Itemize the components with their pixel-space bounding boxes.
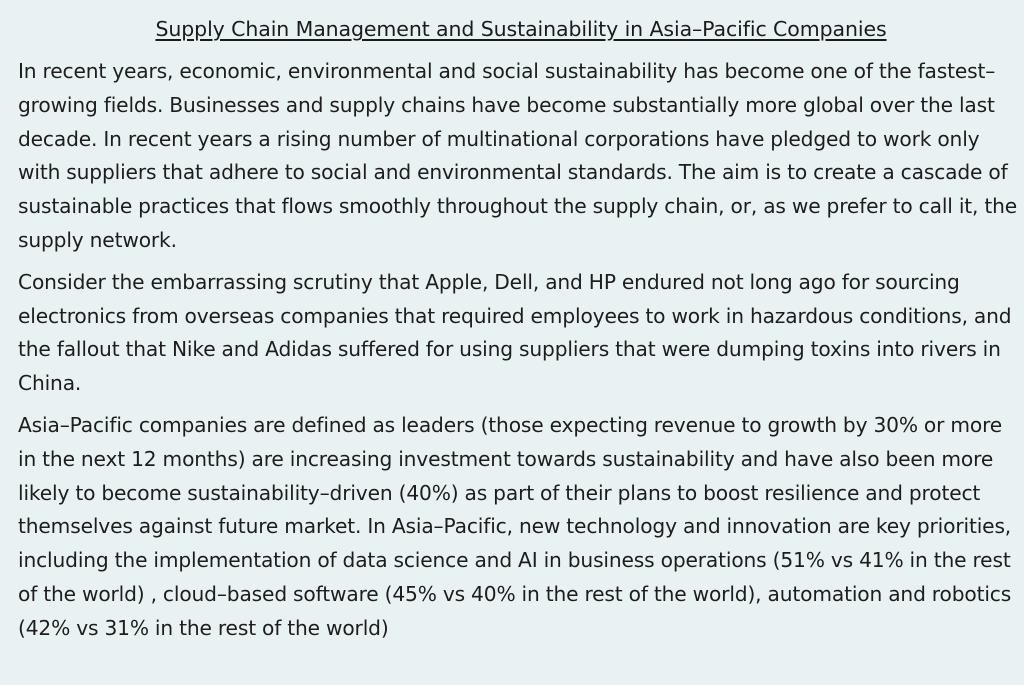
document-page — [0, 14, 1024, 685]
document-title: Supply Chain Management and Sustainability in Asia–Pacific Companies — [155, 17, 887, 41]
paragraph-sustainability-intro: In recent years, economic, environmental and social sustainability has become one of the fastest–growing fields. Businesses and supply chains have become substantially more global over the last decade. In recent years a rising number of multinational corporations have pledged to work only with suppliers that adhere to social and environmental standards. The aim is to create a cascade of sustainable practices that flows smoothly throughout the supply chain, or, as we prefer to call it, the supply network. — [18, 59, 1018, 252]
paragraph-brand-scrutiny: Consider the embarrassing scrutiny that Apple, Dell, and HP endured not long ago for sourcing electronics from overseas companies that required employees to work in hazardous conditions, and the fallout that Nike and Adidas suffered for using suppliers that were dumping toxins into rivers in China. — [18, 269, 1012, 396]
paragraph-asia-pacific-leaders: Asia–Pacific companies are defined as leaders (those expecting revenue to growth by 30% or more in the next 12 months) are increasing investment towards sustainability and have also been more likely to become sustainability–driven (40%) as part of their plans to boost resilience and protect themselves against future market. In Asia–Pacific, new technology and innovation are key priorities, including the implementation of data science and AI in business operations (51% vs 41% in the rest of the world) , cloud–based software (45% vs 40% in the rest of the world), automation and robotics (42% vs 31% in the rest of the world) — [18, 412, 1012, 640]
